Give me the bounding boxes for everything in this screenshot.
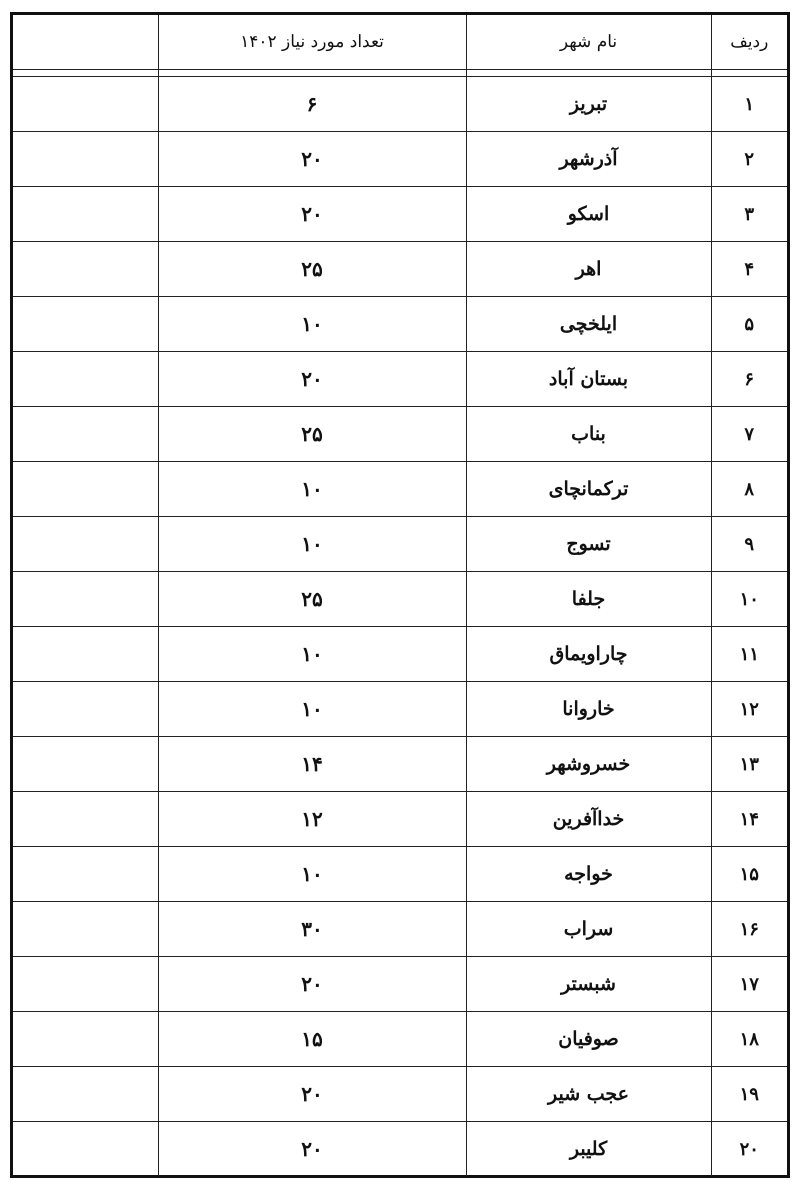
row-number-cell: ۱۳ <box>711 737 787 792</box>
empty-cell <box>13 407 158 462</box>
empty-cell <box>13 1122 158 1177</box>
document-table-frame <box>10 12 790 1178</box>
row-number-cell: ۱۲ <box>711 682 787 737</box>
count-cell: ۲۰ <box>158 1067 466 1122</box>
row-number-cell: ۱۱ <box>711 627 787 682</box>
table-row <box>13 517 787 572</box>
separator-cell <box>711 70 787 77</box>
empty-cell <box>13 242 158 297</box>
city-requirements-table <box>13 15 787 1176</box>
separator-cell <box>158 70 466 77</box>
table-row <box>13 407 787 462</box>
empty-cell <box>13 572 158 627</box>
count-cell: ۲۵ <box>158 242 466 297</box>
header-separator <box>13 70 787 77</box>
city-name-cell: عجب شیر <box>466 1067 711 1122</box>
row-number-cell: ۱۷ <box>711 957 787 1012</box>
table-row <box>13 627 787 682</box>
city-name-cell: شبستر <box>466 957 711 1012</box>
count-cell: ۱۰ <box>158 517 466 572</box>
header-empty-cell <box>13 15 158 70</box>
table-row <box>13 572 787 627</box>
empty-cell <box>13 187 158 242</box>
city-name-cell: تبریز <box>466 77 711 132</box>
count-cell: ۱۰ <box>158 682 466 737</box>
count-cell: ۲۵ <box>158 407 466 462</box>
table-row <box>13 792 787 847</box>
city-name-cell: صوفیان <box>466 1012 711 1067</box>
header-row-number: ردیف <box>711 15 787 70</box>
count-cell: ۱۰ <box>158 462 466 517</box>
city-name-cell: خداآفرین <box>466 792 711 847</box>
table-row <box>13 352 787 407</box>
city-name-cell: آذرشهر <box>466 132 711 187</box>
city-name-cell: تسوج <box>466 517 711 572</box>
empty-cell <box>13 77 158 132</box>
empty-cell <box>13 1067 158 1122</box>
empty-cell <box>13 352 158 407</box>
row-number-cell: ۱۵ <box>711 847 787 902</box>
table-row <box>13 1067 787 1122</box>
city-name-cell: اهر <box>466 242 711 297</box>
table-row <box>13 132 787 187</box>
city-name-cell: کلیبر <box>466 1122 711 1177</box>
count-cell: ۳۰ <box>158 902 466 957</box>
table-row <box>13 737 787 792</box>
header-row <box>13 15 787 70</box>
table-row <box>13 957 787 1012</box>
empty-cell <box>13 957 158 1012</box>
table-row <box>13 297 787 352</box>
city-name-cell: خسروشهر <box>466 737 711 792</box>
city-name-cell: ایلخچی <box>466 297 711 352</box>
separator-cell <box>466 70 711 77</box>
header-city: نام شهر <box>466 15 711 70</box>
row-number-cell: ۲۰ <box>711 1122 787 1177</box>
table-row <box>13 187 787 242</box>
count-cell: ۶ <box>158 77 466 132</box>
row-number-cell: ۱۸ <box>711 1012 787 1067</box>
table-row <box>13 847 787 902</box>
count-cell: ۱۵ <box>158 1012 466 1067</box>
header-count: تعداد مورد نیاز ۱۴۰۲ <box>158 15 466 70</box>
city-name-cell: چاراویماق <box>466 627 711 682</box>
row-number-cell: ۳ <box>711 187 787 242</box>
count-cell: ۱۴ <box>158 737 466 792</box>
empty-cell <box>13 847 158 902</box>
table-row <box>13 1012 787 1067</box>
row-number-cell: ۵ <box>711 297 787 352</box>
count-cell: ۲۰ <box>158 957 466 1012</box>
count-cell: ۱۰ <box>158 847 466 902</box>
count-cell: ۱۰ <box>158 627 466 682</box>
empty-cell <box>13 792 158 847</box>
count-cell: ۲۰ <box>158 132 466 187</box>
city-name-cell: خاروانا <box>466 682 711 737</box>
empty-cell <box>13 737 158 792</box>
count-cell: ۱۰ <box>158 297 466 352</box>
count-cell: ۱۲ <box>158 792 466 847</box>
table-row <box>13 682 787 737</box>
row-number-cell: ۸ <box>711 462 787 517</box>
table-row <box>13 77 787 132</box>
city-name-cell: جلفا <box>466 572 711 627</box>
empty-cell <box>13 517 158 572</box>
row-number-cell: ۶ <box>711 352 787 407</box>
city-name-cell: خواجه <box>466 847 711 902</box>
row-number-cell: ۲ <box>711 132 787 187</box>
city-name-cell: ترکمانچای <box>466 462 711 517</box>
city-name-cell: بستان آباد <box>466 352 711 407</box>
row-number-cell: ۱ <box>711 77 787 132</box>
city-name-cell: سراب <box>466 902 711 957</box>
row-number-cell: ۴ <box>711 242 787 297</box>
empty-cell <box>13 462 158 517</box>
table-row <box>13 462 787 517</box>
empty-cell <box>13 627 158 682</box>
row-number-cell: ۷ <box>711 407 787 462</box>
empty-cell <box>13 297 158 352</box>
empty-cell <box>13 902 158 957</box>
empty-cell <box>13 132 158 187</box>
table-row <box>13 1122 787 1177</box>
table-row <box>13 242 787 297</box>
empty-cell <box>13 682 158 737</box>
row-number-cell: ۱۶ <box>711 902 787 957</box>
row-number-cell: ۱۰ <box>711 572 787 627</box>
row-number-cell: ۹ <box>711 517 787 572</box>
count-cell: ۲۵ <box>158 572 466 627</box>
empty-cell <box>13 1012 158 1067</box>
count-cell: ۲۰ <box>158 352 466 407</box>
count-cell: ۲۰ <box>158 1122 466 1177</box>
separator-cell <box>13 70 158 77</box>
count-cell: ۲۰ <box>158 187 466 242</box>
row-number-cell: ۱۴ <box>711 792 787 847</box>
row-number-cell: ۱۹ <box>711 1067 787 1122</box>
city-name-cell: اسکو <box>466 187 711 242</box>
city-name-cell: بناب <box>466 407 711 462</box>
table-row <box>13 902 787 957</box>
